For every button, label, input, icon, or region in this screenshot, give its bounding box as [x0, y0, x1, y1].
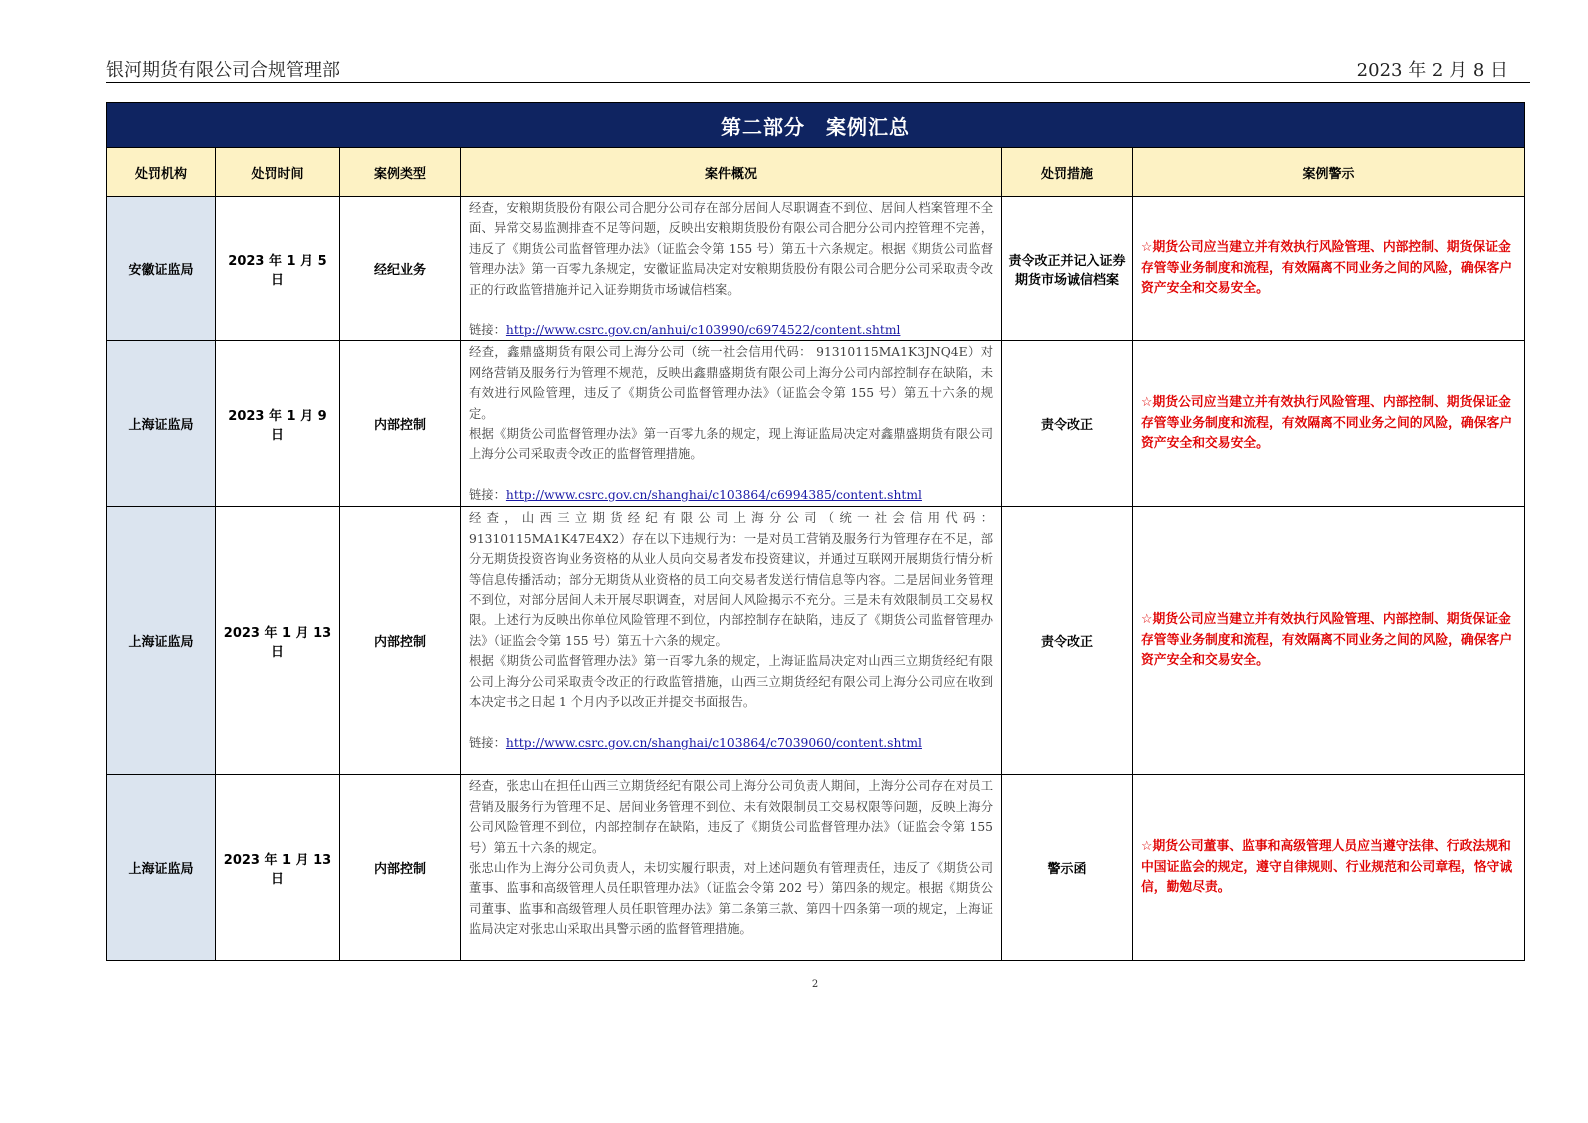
- link-label: 链接：: [469, 323, 506, 338]
- link-label: 链接：: [469, 487, 506, 502]
- agency-cell: 上海证监局: [107, 775, 216, 961]
- warning-cell: ☆期货公司应当建立并有效执行风险管理、内部控制、期货保证金存管等业务制度和流程，有效隔离不同业务之间的风险，确保客户资产安全和交易安全。: [1133, 197, 1525, 341]
- summary-paragraph: 经查，山西三立期货经纪有限公司上海分公司（统一社会信用代码：91310115MA1K47E4X2）存在以下违规行为：一是对员工营销及服务行为管理存在不足，部分无期货投资咨询业务资格的从业人员向交易者发布投资建议，并通过互联网开展期货行情分析等信息传播活动；部分无期货从业资格的员工向交易者发送行情信息等内容。二是居间业务管理不到位，对部分居间人未开展尽职调查，对居间人风险揭示不充分。三是未有效限制员工交易权限。上述行为反映出你单位风险管理不到位，内部控制存在缺陷，违反了《期货公司监督管理办法》（证监会令第 155 号）第五十六条的规定。: [469, 511, 993, 648]
- summary-cell: [461, 197, 1002, 341]
- table-row: [107, 197, 1525, 341]
- col-header-agency: 处罚机构: [107, 148, 216, 197]
- summary-paragraph: 根据《期货公司监督管理办法》第一百零九条的规定，上海证监局决定对山西三立期货经纪有限公司上海分公司采取责令改正的行政监管措施，山西三立期货经纪有限公司上海分公司应在收到本决定书之日起 1 个月内予以改正并提交书面报告。: [469, 654, 993, 710]
- summary-paragraph: 根据《期货公司监督管理办法》第一百零九条的规定，现上海证监局决定对鑫鼎盛期货有限公司上海分公司采取责令改正的监督管理措施。: [469, 427, 993, 462]
- case-link[interactable]: http://www.csrc.gov.cn/anhui/c103990/c6974522/content.shtml: [505, 323, 901, 338]
- summary-paragraph: 经查，鑫鼎盛期货有限公司上海分公司（统一社会信用代码： 91310115MA1K3JNQ4E）对网络营销及服务行为管理不规范，反映出鑫鼎盛期货有限公司上海分公司内部控制存在缺陷，未有效进行风险管理，违反了《期货公司监督管理办法》（证监会令第 155 号）第五十六条的规定。: [469, 345, 993, 421]
- case-table: [106, 102, 1525, 961]
- type-cell: 经纪业务: [340, 197, 461, 341]
- header-org: 银河期货有限公司合规管理部: [106, 60, 340, 81]
- link-label: 链接：: [469, 735, 506, 750]
- page-header: [106, 52, 1530, 83]
- warning-cell: ☆期货公司应当建立并有效执行风险管理、内部控制、期货保证金存管等业务制度和流程，有效隔离不同业务之间的风险，确保客户资产安全和交易安全。: [1133, 341, 1525, 507]
- warning-cell: ☆期货公司应当建立并有效执行风险管理、内部控制、期货保证金存管等业务制度和流程，有效隔离不同业务之间的风险，确保客户资产安全和交易安全。: [1133, 507, 1525, 775]
- agency-cell: 上海证监局: [107, 341, 216, 507]
- section-title: 第二部分 案例汇总: [107, 103, 1525, 148]
- summary-paragraph: 经查，安粮期货股份有限公司合肥分公司存在部分居间人尽职调查不到位、居间人档案管理不全面、异常交易监测排查不足等问题，反映出安粮期货股份有限公司合肥分公司内控管理不完善，违反了《期货公司监督管理办法》（证监会令第 155 号）第五十六条规定。根据《期货公司监督管理办法》第一百零九条规定，安徽证监局决定对安粮期货股份有限公司合肥分公司采取责令改正的行政监管措施并记入证券期货市场诚信档案。: [469, 201, 993, 297]
- measure-cell: 责令改正并记入证券期货市场诚信档案: [1002, 197, 1133, 341]
- col-header-type: 案例类型: [340, 148, 461, 197]
- table-row: [107, 775, 1525, 961]
- time-cell: 2023 年 1 月 5 日: [216, 197, 340, 341]
- header-date: 2023 年 2 月 8 日: [1356, 60, 1508, 81]
- time-cell: 2023 年 1 月 9 日: [216, 341, 340, 507]
- link-line: [469, 485, 993, 505]
- col-header-summary: 案件概况: [461, 148, 1002, 197]
- type-cell: 内部控制: [340, 341, 461, 507]
- table-row: [107, 341, 1525, 507]
- summary-cell: [461, 775, 1002, 961]
- type-cell: 内部控制: [340, 775, 461, 961]
- time-cell: 2023 年 1 月 13 日: [216, 775, 340, 961]
- col-header-warning: 案例警示: [1133, 148, 1525, 197]
- summary-paragraph: 张忠山作为上海分公司负责人，未切实履行职责，对上述问题负有管理责任，违反了《期货公司董事、监事和高级管理人员任职管理办法》（证监会令第 202 号）第四条的规定。根据《期货公司董事、监事和高级管理人员任职管理办法》第二条第三款、第四十四条第一项的规定，上海证监局决定对张忠山采取出具警示函的监督管理措施。: [469, 861, 993, 937]
- measure-cell: 责令改正: [1002, 341, 1133, 507]
- summary-cell: [461, 341, 1002, 507]
- case-link[interactable]: http://www.csrc.gov.cn/shanghai/c103864/c6994385/content.shtml: [505, 487, 922, 502]
- warning-cell: ☆期货公司董事、监事和高级管理人员应当遵守法律、行政法规和中国证监会的规定，遵守自律规则、行业规范和公司章程，恪守诚信，勤勉尽责。: [1133, 775, 1525, 961]
- agency-cell: 安徽证监局: [107, 197, 216, 341]
- type-cell: 内部控制: [340, 507, 461, 775]
- agency-cell: 上海证监局: [107, 507, 216, 775]
- measure-cell: 责令改正: [1002, 507, 1133, 775]
- link-line: [469, 320, 993, 340]
- link-line: [469, 733, 993, 753]
- measure-cell: 警示函: [1002, 775, 1133, 961]
- case-link[interactable]: http://www.csrc.gov.cn/shanghai/c103864/c7039060/content.shtml: [505, 735, 922, 750]
- col-header-measure: 处罚措施: [1002, 148, 1133, 197]
- page-number: 2: [811, 979, 819, 990]
- summary-paragraph: 经查，张忠山在担任山西三立期货经纪有限公司上海分公司负责人期间，上海分公司存在对员工营销及服务行为管理不足、居间业务管理不到位、未有效限制员工交易权限等问题，反映上海分公司风险管理不到位，内部控制存在缺陷，违反了《期货公司监督管理办法》（证监会令第 155 号）第五十六条的规定。: [469, 779, 993, 855]
- summary-cell: [461, 507, 1002, 775]
- col-header-time: 处罚时间: [216, 148, 340, 197]
- column-header-row: [107, 148, 1525, 197]
- time-cell: 2023 年 1 月 13 日: [216, 507, 340, 775]
- table-row: [107, 507, 1525, 775]
